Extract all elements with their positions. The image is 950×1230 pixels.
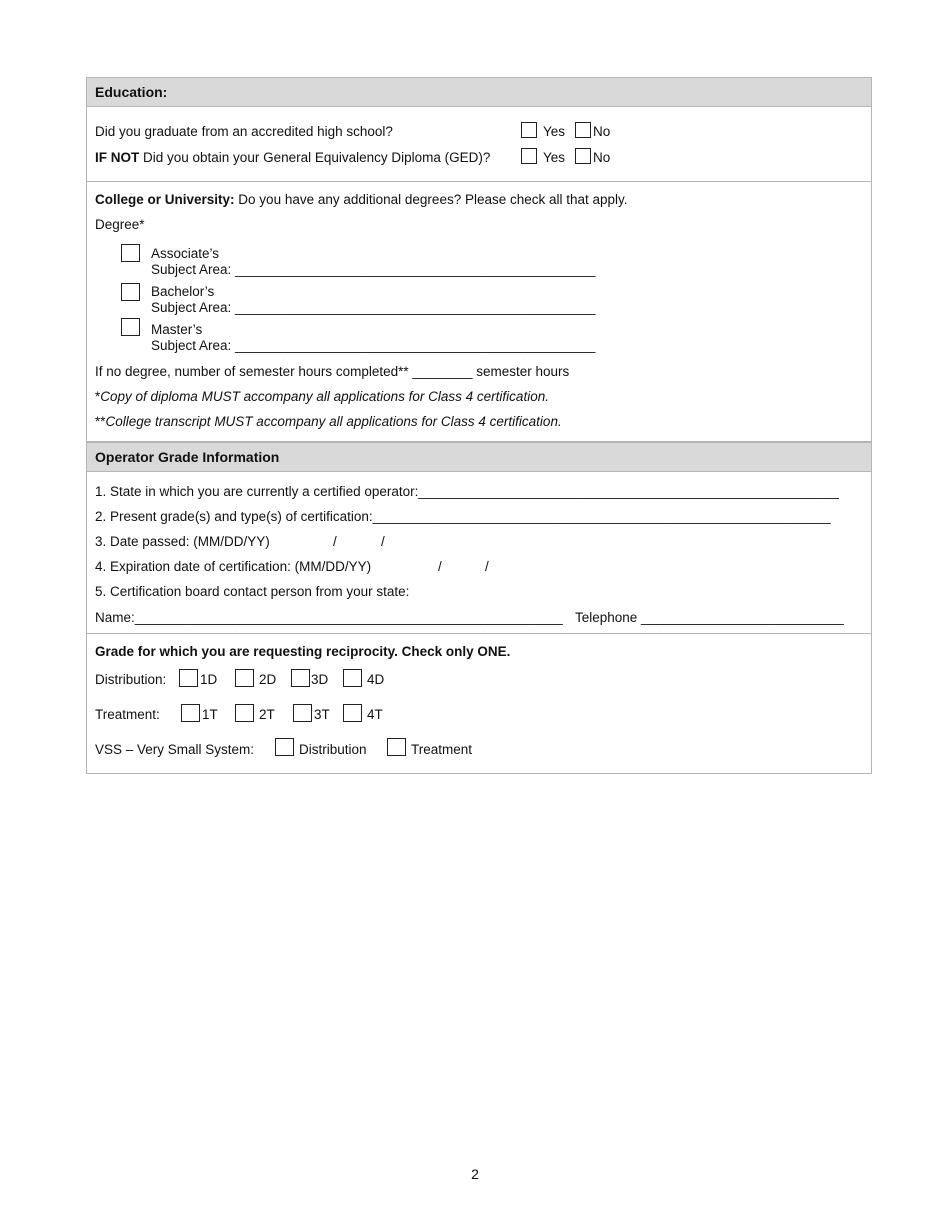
high-school-no-label: No [593, 124, 611, 139]
date-passed-label: 3. Date passed: (MM/DD/YY) [95, 534, 270, 549]
expiration-slash-2: / [485, 559, 489, 574]
masters-subject-field[interactable]: Subject Area: ________________________________________________ [151, 338, 596, 353]
bachelors-checkbox[interactable] [121, 283, 140, 301]
college-section [87, 182, 871, 442]
ged-question [95, 150, 490, 165]
distribution-2d-checkbox[interactable] [235, 669, 254, 687]
education-header: Education: [87, 78, 871, 107]
vss-distribution-label: Distribution [299, 742, 367, 757]
associates-label: Associate’s [151, 246, 220, 261]
operator-section [87, 472, 871, 634]
college-text: Do you have any additional degrees? Please check all that apply. [234, 192, 628, 207]
masters-label: Master’s [151, 322, 203, 337]
ged-yes-checkbox[interactable] [521, 148, 537, 164]
ged-no-label: No [593, 150, 611, 165]
date-passed-slash-2: / [381, 534, 385, 549]
vss-treatment-checkbox[interactable] [387, 738, 406, 756]
date-passed-slash-1: / [333, 534, 337, 549]
college-question [95, 192, 628, 207]
masters-checkbox[interactable] [121, 318, 140, 336]
treatment-2t-label: 2T [259, 707, 275, 722]
operator-header: Operator Grade Information [87, 442, 871, 472]
associates-subject-field[interactable]: Subject Area: ________________________________________________ [151, 262, 596, 277]
distribution-3d-checkbox[interactable] [291, 669, 310, 687]
treatment-4t-checkbox[interactable] [343, 704, 362, 722]
degree-label: Degree* [95, 217, 145, 232]
distribution-label: Distribution: [95, 672, 167, 687]
ged-question-prefix: IF NOT [95, 150, 140, 165]
semester-hours-field[interactable]: If no degree, number of semester hours completed** ________ semester hours [95, 364, 570, 379]
high-school-no-checkbox[interactable] [575, 122, 591, 138]
high-school-question: Did you graduate from an accredited high school? [95, 124, 393, 139]
contact-telephone-field[interactable]: Telephone ___________________________ [575, 610, 844, 625]
contact-name-field[interactable]: Name:_________________________________________________________ [95, 610, 563, 625]
distribution-4d-label: 4D [367, 672, 385, 687]
grade-section [87, 634, 871, 774]
treatment-3t-label: 3T [314, 707, 330, 722]
treatment-2t-checkbox[interactable] [235, 704, 254, 722]
transcript-note [95, 414, 562, 429]
contact-person-label: 5. Certification board contact person from your state: [95, 584, 410, 599]
vss-distribution-checkbox[interactable] [275, 738, 294, 756]
treatment-3t-checkbox[interactable] [293, 704, 312, 722]
diploma-note [95, 389, 549, 404]
high-school-section [87, 107, 871, 182]
distribution-1d-checkbox[interactable] [179, 669, 198, 687]
vss-label: VSS – Very Small System: [95, 742, 255, 757]
high-school-yes-label: Yes [543, 124, 566, 139]
state-field[interactable]: 1. State in which you are currently a certified operator:________________________________________________________ [95, 484, 839, 499]
distribution-1d-label: 1D [200, 672, 218, 687]
ged-question-text: Did you obtain your General Equivalency Diploma (GED)? [139, 150, 491, 165]
expiration-slash-1: / [438, 559, 442, 574]
transcript-note-text: College transcript MUST accompany all applications for Class 4 certification. [105, 414, 562, 429]
present-grade-field[interactable]: 2. Present grade(s) and type(s) of certification:_____________________________________________________________ [95, 509, 831, 524]
application-form [86, 77, 872, 774]
vss-treatment-label: Treatment [411, 742, 473, 757]
college-label: College or University: [95, 192, 235, 207]
bachelors-label: Bachelor’s [151, 284, 215, 299]
treatment-1t-label: 1T [202, 707, 218, 722]
page-number: 2 [471, 1166, 479, 1182]
treatment-1t-checkbox[interactable] [181, 704, 200, 722]
treatment-4t-label: 4T [367, 707, 383, 722]
transcript-note-prefix: ** [95, 414, 106, 429]
distribution-4d-checkbox[interactable] [343, 669, 362, 687]
diploma-note-text: Copy of diploma MUST accompany all applications for Class 4 certification. [100, 389, 549, 404]
diploma-note-prefix: * [95, 389, 101, 404]
grade-title: Grade for which you are requesting reciprocity. Check only ONE. [95, 644, 511, 659]
ged-no-checkbox[interactable] [575, 148, 591, 164]
associates-checkbox[interactable] [121, 244, 140, 262]
treatment-label: Treatment: [95, 707, 160, 722]
bachelors-subject-field[interactable]: Subject Area: ________________________________________________ [151, 300, 596, 315]
distribution-2d-label: 2D [259, 672, 277, 687]
high-school-yes-checkbox[interactable] [521, 122, 537, 138]
ged-yes-label: Yes [543, 150, 566, 165]
expiration-date-label: 4. Expiration date of certification: (MM/DD/YY) [95, 559, 372, 574]
distribution-3d-label: 3D [311, 672, 329, 687]
